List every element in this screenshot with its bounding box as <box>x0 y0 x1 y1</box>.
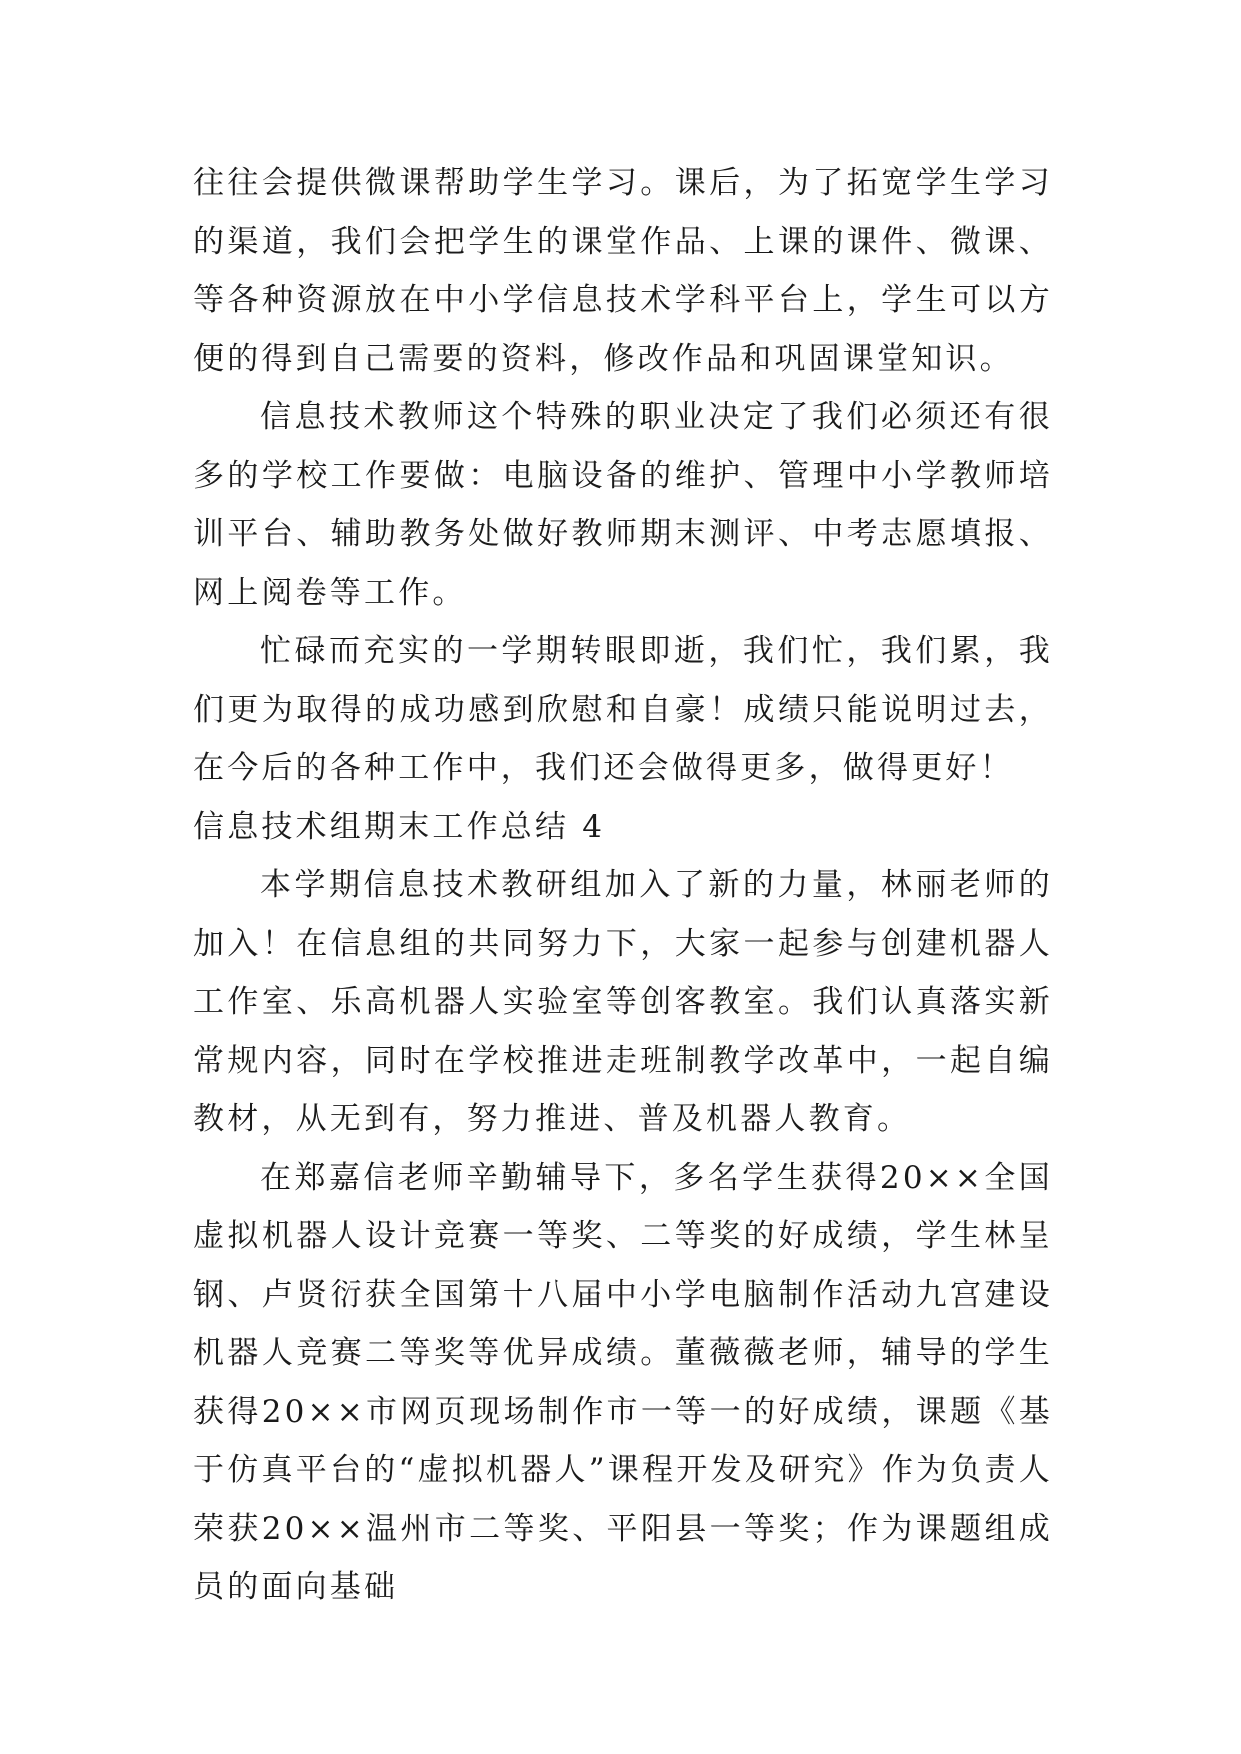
paragraph-awards: 在郑嘉信老师辛勤辅导下，多名学生获得20××全国虚拟机器人设计竞赛一等奖、二等奖的好成绩，学生林呈钢、卢贤衍获全国第十八届中小学电脑制作活动九宫建设机器人竞赛二等奖等优异成绩。董薇薇老师，辅导的学生获得20××市网页现场制作市一等一的好成绩，课题《基于仿真平台的“虚拟机器人”课程开发及研究》作为负责人荣获20××温州市二等奖、平阳县一等奖；作为课题组成员的面向基础 <box>193 1159 1053 1605</box>
paragraph-semester-summary: 忙碌而充实的一学期转眼即逝，我们忙，我们累，我们更为取得的成功感到欣慰和自豪！成绩只能说明过去，在今后的各种工作中，我们还会做得更多，做得更好！ <box>193 633 1053 786</box>
paragraph-school-work: 信息技术教师这个特殊的职业决定了我们必须还有很多的学校工作要做：电脑设备的维护、管理中小学教师培训平台、辅助教务处做好教师期末测评、中考志愿填报、网上阅卷等工作。 <box>193 399 1053 611</box>
document-body <box>193 154 1053 1617</box>
section-heading: 信息技术组期末工作总结 4 <box>193 808 606 845</box>
paragraph-resources: 往往会提供微课帮助学生学习。课后，为了拓宽学生学习的渠道，我们会把学生的课堂作品、上课的课件、微课、等各种资源放在中小学信息技术学科平台上，学生可以方便的得到自己需要的资料，修改作品和巩固课堂知识。 <box>193 165 1053 377</box>
paragraph-new-member: 本学期信息技术教研组加入了新的力量，林丽老师的加入！在信息组的共同努力下，大家一起参与创建机器人工作室、乐高机器人实验室等创客教室。我们认真落实新常规内容，同时在学校推进走班制教学改革中，一起自编教材，从无到有，努力推进、普及机器人教育。 <box>193 867 1053 1137</box>
